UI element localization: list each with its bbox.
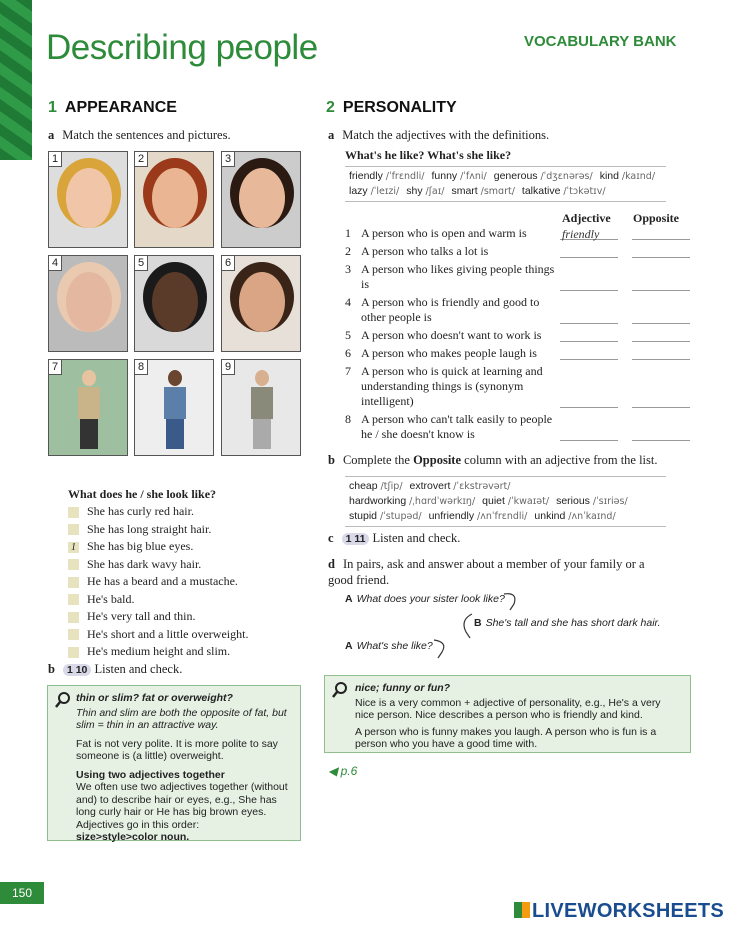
word-entry: [349, 480, 403, 492]
word-entry: [534, 510, 615, 522]
sentence-item: [68, 573, 248, 591]
word-entry: [349, 510, 422, 522]
sentence-item: [68, 626, 248, 644]
word-entry: [600, 170, 655, 182]
opposite-answer-line[interactable]: [632, 323, 690, 324]
item-letter: a: [328, 128, 335, 142]
word-entry: [349, 185, 399, 197]
definition-number: 3: [345, 262, 351, 276]
photo-number: 2: [135, 152, 148, 167]
opposite-answer-line[interactable]: [632, 440, 690, 441]
tip-paragraph: Thin and slim are both the opposite of fat, but slim = thin in an attractive way.: [76, 706, 287, 731]
sentence-text: She has big blue eyes.: [87, 539, 194, 553]
sentence-item: [68, 556, 248, 574]
word-entry: [349, 170, 425, 182]
personality-c: [328, 531, 460, 546]
photo-2: [134, 151, 214, 248]
sentence-text: He's bald.: [87, 591, 135, 606]
definition-number: 5: [345, 328, 351, 342]
item-letter: b: [328, 453, 335, 467]
section-label: VOCABULARY BANK: [524, 33, 677, 50]
phonetic: /ˈɛkstrəvərt/: [453, 481, 511, 492]
photo-9: [221, 359, 301, 456]
appearance-b: [48, 662, 182, 677]
definition-text: A person who is friendly and good to other people is: [361, 295, 540, 324]
sentence-text: She has long straight hair.: [87, 521, 212, 536]
adjective-answer-line[interactable]: [560, 407, 618, 408]
adjective-answer-line[interactable]: [560, 257, 618, 258]
sentence-item: [68, 643, 248, 661]
word: kind: [599, 170, 622, 182]
speech-tail-icon: [458, 612, 478, 640]
personality-heading: [326, 99, 457, 117]
speech-tail-icon: [430, 638, 452, 662]
word-entry: [406, 185, 444, 197]
word: extrovert: [409, 480, 454, 492]
definition-row: [345, 262, 690, 292]
definition-text: A person who is open and warm is: [361, 226, 527, 240]
phonetic: /ˈleɪzi/: [370, 186, 400, 197]
word: shy: [406, 185, 426, 197]
page-ref-text: p.6: [340, 764, 358, 778]
phonetic: /ʌnˈfrɛndli/: [477, 511, 528, 522]
dialog-text: What's she like?: [356, 640, 433, 652]
opposite-answer-line[interactable]: [632, 407, 690, 408]
phonetic: /kaɪnd/: [621, 171, 656, 182]
word: talkative: [521, 185, 564, 197]
adjective-answer-line[interactable]: [560, 290, 618, 291]
word-entry: [482, 495, 549, 507]
definition-number: 2: [345, 244, 351, 258]
answer-box[interactable]: [68, 594, 79, 605]
watermark-text: LIVEWORKSHEETS: [532, 900, 724, 922]
word-entry: [451, 185, 514, 197]
photo-7: [48, 359, 128, 456]
photo-number: 1: [49, 152, 62, 167]
column-opposite: Opposite: [633, 211, 680, 225]
audio-icon[interactable]: 1 11: [342, 533, 370, 545]
heading-text: APPEARANCE: [64, 99, 177, 116]
word: lazy: [349, 185, 371, 197]
word: quiet: [482, 495, 508, 507]
sentence-text: He's medium height and slim.: [87, 644, 231, 658]
item-letter: c: [328, 531, 334, 545]
word-entry: [556, 495, 628, 507]
definition-row: [345, 364, 690, 409]
phonetic: /ˈtɔkətɪv/: [563, 186, 606, 197]
phonetic: /ʃaɪ/: [425, 186, 445, 197]
instruction-text: Listen and check.: [94, 662, 183, 676]
photo-6: [221, 255, 301, 352]
word: generous: [493, 170, 541, 182]
word-entry: [494, 170, 593, 182]
item-letter: a: [48, 128, 55, 142]
word-entry: [432, 170, 487, 182]
sentence-item: [68, 521, 248, 539]
instruction-text: Complete the: [342, 453, 410, 467]
definition-row: [345, 412, 690, 442]
definition-number: 1: [345, 226, 351, 240]
photo-number: 6: [222, 256, 235, 271]
photo-number: 3: [222, 152, 235, 167]
decorative-stripe: [0, 0, 32, 160]
definition-text: A person who is quick at learning and understanding things is (synonym intelligent): [361, 364, 543, 408]
instruction-text: In pairs, ask and answer about a member of your family or a good friend.: [328, 557, 645, 587]
word-list-1: [345, 166, 666, 202]
word: unfriendly: [428, 510, 478, 522]
tip-paragraph: Fat is not very polite. It is more polite to say someone is (a little) overweight.: [76, 737, 278, 762]
word: cheap: [349, 480, 381, 492]
opposite-answer-line[interactable]: [632, 341, 690, 342]
photo-8: [134, 359, 214, 456]
phonetic: /ˈsɪriəs/: [592, 496, 628, 507]
answer-box[interactable]: [68, 507, 79, 518]
heading-text: PERSONALITY: [342, 99, 457, 116]
sentence-item: [68, 591, 248, 609]
sentence-text: He's short and a little overweight.: [87, 626, 249, 641]
word-entry: [522, 185, 606, 197]
word-entry: [410, 480, 511, 492]
dialog-line: [345, 640, 433, 652]
instruction-text: column with an adjective from the list.: [464, 453, 658, 467]
appearance-a-instruction: [48, 128, 231, 143]
answer-box[interactable]: [68, 524, 79, 535]
phonetic: /ˈfrɛndli/: [385, 171, 425, 182]
photo-3: [221, 151, 301, 248]
definition-row: [345, 244, 690, 259]
tip-heading: nice; funny or fun?: [355, 682, 451, 694]
photo-number: 7: [49, 360, 62, 375]
sentence-item: [68, 538, 248, 556]
definition-number: 8: [345, 412, 351, 426]
sentence-text: He has a beard and a mustache.: [87, 574, 238, 588]
definition-number: 6: [345, 346, 351, 360]
phonetic: /tʃip/: [380, 481, 403, 492]
magnifier-icon: [331, 681, 349, 699]
word: smart: [451, 185, 481, 197]
definition-row: [345, 226, 690, 241]
definition-number: 7: [345, 364, 351, 378]
phonetic: /ˈstupəd/: [379, 511, 422, 522]
tip-paragraph: We often use two adjectives together (without and) to describe hair or eyes, e.g., She has long curly hair or He has big brown eyes. Adjectives go in this order:: [76, 781, 288, 831]
photo-number: 8: [135, 360, 148, 375]
appearance-question: What does he / she look like?: [68, 487, 217, 501]
photo-number: 5: [135, 256, 148, 271]
answer-box[interactable]: [68, 629, 79, 640]
instruction-text: Match the sentences and pictures.: [62, 128, 231, 142]
section-number: 2: [326, 99, 335, 116]
definition-text: A person who makes people laugh is: [361, 346, 537, 360]
definition-text: A person who talks a lot is: [361, 244, 489, 258]
word: stupid: [349, 510, 380, 522]
sentence-text: She has curly red hair.: [87, 504, 194, 518]
adjective-answer-line[interactable]: [560, 440, 618, 441]
dialog-line: [474, 617, 661, 629]
definition-row: [345, 295, 690, 325]
adjective-answer: friendly: [562, 227, 600, 241]
phonetic: /ˈkwaɪət/: [507, 496, 550, 507]
phonetic: /ˈfʌni/: [460, 171, 487, 182]
dialog-text: She's tall and she has short dark hair.: [485, 617, 661, 629]
page-number: 150: [0, 882, 44, 904]
word: unkind: [534, 510, 569, 522]
personality-d: [328, 556, 668, 588]
answer-box[interactable]: [68, 559, 79, 570]
opposite-answer-line[interactable]: [632, 359, 690, 360]
opposite-answer-line[interactable]: [632, 257, 690, 258]
back-arrow-icon: ◀: [328, 764, 338, 778]
section-number: 1: [48, 99, 57, 116]
adjective-answer-line[interactable]: [560, 341, 618, 342]
speaker: A: [345, 593, 353, 605]
answer-box[interactable]: 1: [68, 542, 79, 553]
speaker: B: [474, 617, 482, 629]
tip-heading: thin or slim? fat or overweight?: [76, 692, 233, 704]
definition-row: [345, 328, 690, 343]
word: friendly: [349, 170, 386, 182]
photo-number: 9: [222, 360, 235, 375]
phonetic: /smɑrt/: [480, 186, 515, 197]
word-entry: [429, 510, 528, 522]
phonetic: /ˌhɑrdˈwərkɪŋ/: [409, 496, 476, 507]
page-title: Describing people: [46, 28, 318, 67]
magnifier-icon: [54, 691, 72, 709]
definition-number: 4: [345, 295, 351, 309]
photo-1: [48, 151, 128, 248]
sentence-item: [68, 608, 248, 626]
column-adjective: Adjective: [562, 211, 611, 225]
tip-paragraph: A person who is funny makes you laugh. A person who is fun is a person who you have a good time with.: [355, 725, 657, 750]
instruction-text: Match the adjectives with the definitions.: [342, 128, 550, 142]
dialog-line: [345, 593, 505, 605]
appearance-heading: [48, 99, 177, 117]
adjective-answer-line[interactable]: [560, 323, 618, 324]
adjective-answer-line[interactable]: [560, 359, 618, 360]
opposite-answer-line[interactable]: [632, 239, 690, 240]
opposite-answer-line[interactable]: [632, 290, 690, 291]
personality-a-instruction: [328, 128, 549, 143]
definition-text: A person who doesn't want to work is: [361, 328, 542, 342]
page-reference-link[interactable]: [328, 764, 357, 778]
tip-box-appearance: [47, 685, 301, 841]
item-letter: b: [48, 662, 55, 676]
word: funny: [431, 170, 461, 182]
sentence-text: She has dark wavy hair.: [87, 556, 202, 571]
phonetic: /ʌnˈkaɪnd/: [568, 511, 616, 522]
tip-paragraph: Nice is a very common + adjective of personality, e.g., He's a very nice person. Nice describes a person who is friendly and kind.: [355, 696, 661, 721]
sentence-item: [68, 503, 248, 521]
phonetic: /ˈdʒɛnərəs/: [540, 171, 593, 182]
answer-box[interactable]: [68, 647, 79, 658]
definition-text: A person who likes giving people things is: [361, 262, 555, 291]
personality-question: What's he like? What's she like?: [345, 148, 512, 162]
photo-number: 4: [49, 256, 62, 271]
tip-order-rule: size>style>color noun.: [76, 831, 190, 843]
audio-icon[interactable]: 1 10: [63, 664, 91, 676]
dialog-text: What does your sister look like?: [356, 593, 505, 605]
speech-tail-icon: [500, 590, 524, 614]
speaker: A: [345, 640, 353, 652]
instruction-bold: Opposite: [413, 453, 462, 467]
answer-box[interactable]: [68, 612, 79, 623]
personality-b: [328, 453, 688, 468]
item-letter: d: [328, 557, 335, 571]
word-entry: [349, 495, 475, 507]
logo-icon: [514, 902, 530, 918]
instruction-text: Listen and check.: [372, 531, 461, 545]
definition-text: A person who can't talk easily to people he / she doesn't know is: [361, 412, 553, 441]
sentence-text: He's very tall and thin.: [87, 609, 196, 623]
word: serious: [556, 495, 593, 507]
tip-subheading: Using two adjectives together: [76, 768, 225, 781]
photo-5: [134, 255, 214, 352]
sentence-list: [68, 503, 248, 661]
tip-box-personality: [324, 675, 691, 753]
watermark-logo: [514, 900, 724, 923]
word: hardworking: [349, 495, 410, 507]
word-list-2: [345, 476, 666, 527]
photo-4: [48, 255, 128, 352]
answer-box[interactable]: [68, 577, 79, 588]
definition-row: [345, 346, 690, 361]
